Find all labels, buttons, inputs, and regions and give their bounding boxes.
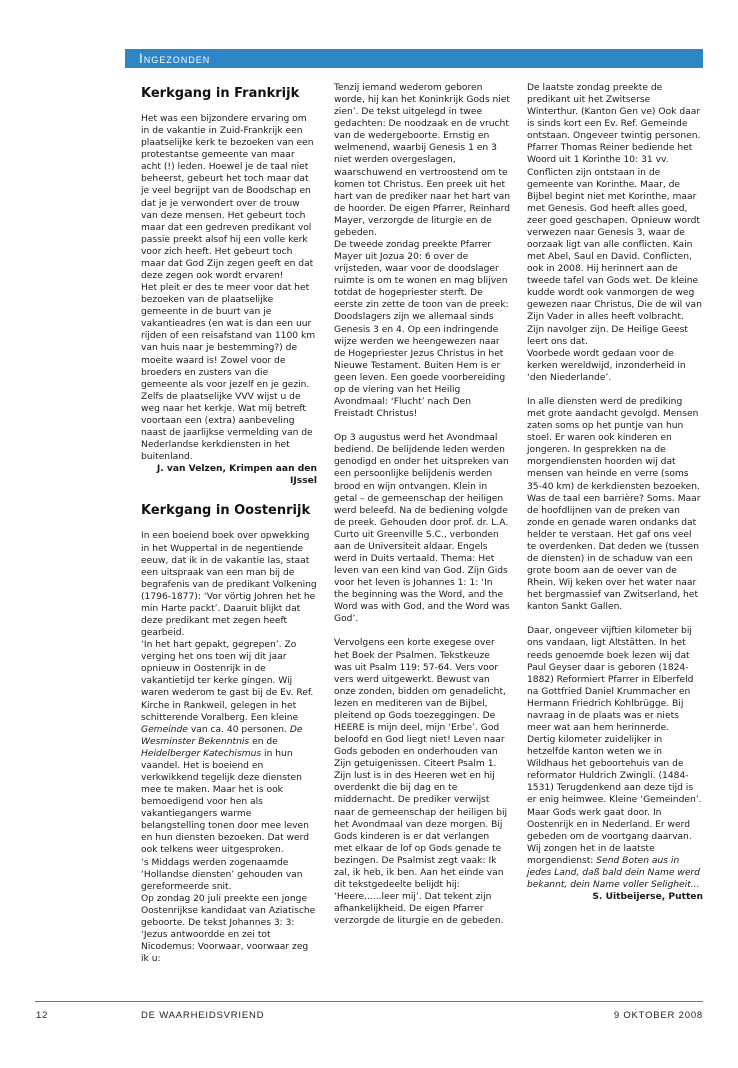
paragraph-gap [527, 613, 703, 625]
paragraph: Daar, ongeveer vijftien kilometer bij ons vandaan, ligt Altstätten. In het reeds genoemde boek lezen wij dat Paul Geyser daar is geboren (1824-1882) Reformiert Pfarrer in Elberfeld na Gottfried Daniel Krummacher en Hermann Friedrich Kohlbrügge. Bij navraag in de plaats was er niets meer wat aan hem herinnerde. [527, 626, 694, 733]
article-title-oostenrijk: Kerkgang in Oostenrijk [141, 503, 311, 519]
section-title: Ingezonden [139, 51, 211, 66]
publication-name: DE WAARHEIDSVRIEND [141, 1010, 265, 1021]
italic-run: Heidelberger Katechismus [141, 748, 262, 759]
column-1 [141, 82, 317, 965]
paragraph: ’s Middags werden zogenaamde ‘Hollandse diensten’ gehouden van gereformeerde snit. [141, 857, 303, 892]
page-number: 12 [36, 1010, 49, 1021]
paragraph: Het pleit er des te meer voor dat het bezoeken van de plaatselijke gemeente in de buurt van je vakantieadres (en wat is dan een uur rijden of een reisafstand van 1100 km van huis naar je bestemming?) de moeite waard is! Zowel voor de broeders en zusters van die gemeente als voor jezelf en je gezin. Zelfs de plaatselijke VVV wijst u de weg naar het kerkje. Wat mij betreft voortaan een (extra) aanbeveling naast de jaarlijkse vermelding van de Nederlandse kerkdiensten in het buitenland. [141, 283, 316, 463]
text-run: ‘In het hart gepakt, gegrepen’. Zo verging het ons toen wij dit jaar opnieuw in Oostenrijk in de vakantietijd ter kerke gingen. Wij waren wederom te gast bij de Ev. Ref. Kirche in Rankweil, gelegen in het schitterende Voralberg. Een kleine [141, 640, 314, 723]
text-run: Wij zongen het in de laatste morgendienst: [527, 843, 655, 866]
italic-run: De Wesminster Bekenntnis [141, 724, 303, 747]
footer-divider [35, 1001, 703, 1002]
article-signature: S. Uitbeijerse, Putten [592, 892, 703, 903]
paragraph: Dertig kilometer zuidelijker in hetzelfde kanton weten we in Wildhaus het geboortehuis van de reformator Huldrich Zwingli. (1484-1531) Terugdenkend aan deze tijd is er enig heimwee. Kleine ‘Gemeinden’. Maar Gods werk gaat door. In Oostenrijk en in Nederland. Er werd gebeden om de voortgang daarvan. [527, 735, 702, 842]
text-run: in hun vaandel. Het is boeiend en verkwikkend tegelijk deze diensten mee te maken. Maar het is ook bemoedigend voor hen als vakantiegangers warme belangstelling tonen door mee leven en hun diensten bezoeken. Dat werd ook telkens weer uitgesproken. [141, 748, 310, 856]
paragraph: Voorbede wordt gedaan voor de kerken wereldwijd, inzonderheid in ‘den Niederlande’. [527, 348, 686, 383]
paragraph-gap [334, 625, 510, 637]
italic-run: Gemeinde [141, 724, 188, 735]
section-banner [125, 49, 703, 68]
column-2 [334, 82, 510, 927]
paragraph: Vervolgens een korte exegese over het Boek der Psalmen. Tekstkeuze was uit Psalm 119: 57-64. Vers voor vers werd uitgewerkt. Bewust van onze zonden, bidden om genadelicht, lezen en mediteren van de Bijbel, pleitend op Gods toezeggingen. De HEERE is mijn deel, mijn ‘Erbe’. God beloofd en God liegt niet! Leven naar Gods geboden en onderhouden van Zijn getuigenissen. Citeert Psalm 1. Zijn lust is in des Heeren wet en hij overdenkt die bij dag en te middernacht. De prediker verwijst naar de gemeenschap der heiligen bij het Avondmaal van deze morgen. Bij Gods kinderen is er dat verlangen met elkaar de lof op Gods genade te bezingen. De Psalmist zegt vaak: Ik zal, ik heb, ik ben. Aan het einde van dit tekstgedeelte belijdt hij: ‘Heere......leer mij’. Dat tekent zijn afhankelijkheid. De eigen Pfarrer verzorgde de liturgie en de gebeden. [334, 638, 508, 927]
column-3 [527, 82, 703, 903]
text-run: en de [249, 736, 278, 747]
paragraph: De tweede zondag preekte Pfarrer Mayer uit Jozua 20: 6 over de vrijsteden, waar voor de doodslager ruimte is om te wonen en mag blijven totdat de hogepriester sterft. De eerste zin zette de toon van de preek: Doodslagers zijn we allemaal sinds Genesis 3 en 4. Op een indringende wijze werden we heengewezen naar de Hogepriester Jezus Christus in het Nieuwe Testament. Buiten Hem is er geen leven. Een goede voorbereiding op de viering van het Heilig Avondmaal: ‘Flucht’ nach Den Freistadt Christus! [334, 240, 509, 420]
article-title-frankrijk: Kerkgang in Frankrijk [141, 86, 300, 101]
paragraph-gap [334, 420, 510, 432]
issue-date: 9 OKTOBER 2008 [613, 1010, 703, 1021]
paragraph: Op zondag 20 juli preekte een jonge Oostenrijkse kandidaat van Aziatische geboorte. De tekst Johannes 3: 3: ‘Jezus antwoordde en zei tot Nicodemus: Voorwaar, voorwaar zeg ik u: [141, 893, 316, 965]
article-signature: J. van Velzen, Krimpen aan den IJssel [156, 464, 317, 487]
paragraph: Het was een bijzondere ervaring om in de vakantie in Zuid-Frankrijk een plaatselijke kerk te bezoeken van een protestantse gemeente van maar acht (!) leden. Hoewel je de taal niet beheerst, gebeurt het toch maar dat je veel begrijpt van de Boodschap en dat je je verwondert over de trouw van deze mensen. Het gebeurt toch maar dat een gedreven predikant vol passie preekt alsof hij een volle kerk voor zich heeft. Het gebeurt toch maar dat God Zijn zegen geeft en dat deze zegen ook wordt ervaren! [141, 114, 314, 282]
paragraph: Tenzij iemand wederom geboren worde, hij kan het Koninkrijk Gods niet zien’. De tekst uitgelegd in twee gedachten: De noodzaak en de vrucht van de wedergeboorte. Ernstig en welmenend, waarbij Genesis 1 en 3 niet werden overgeslagen, waarschuwend en vertroostend om te komen tot Christus. Een preek uit het hart van de prediker naar het hart van de hoorder. De eigen Pfarrer, Reinhard Mayer, verzorgde de liturgie en de gebeden. [334, 83, 510, 238]
paragraph-gap [527, 384, 703, 396]
italic-run: Send Boten aus in jedes Land, daß bald dein Name werd bekannt, dein Name voller Seligheit... [527, 855, 700, 890]
paragraph: Op 3 augustus werd het Avondmaal bediend. De belijdende leden werden genodigd en onder het uitspreken van een persoonlijke belijdenis werden brood en wijn ontvangen. Klein in getal – de gemeenschap der heiligen werd beleefd. Na de bediening volgde de preek. Gehouden door prof. dr. L.A. Curto uit Greenville S.C., verbonden aan de Universiteit aldaar. Engels werd in Duits vertaald. Thema: Het leven van een kind van God. Zijn Gids voor het leven is Johannes 1: 1: ‘In the beginning was the Word, and the Word was with God, and the Word was God’. [334, 433, 510, 625]
paragraph: In een boeiend boek over opwekking in het Wuppertal in de negentiende eeuw, dat ik in de vakantie las, staat een uitspraak van een man bij de begrafenis van de predikant Volkening (1796-1877): ‘Vor vörtig Johren het he min Harte packt’. Daaruit blijkt dat deze predikant met zegen heeft gearbeid. [141, 531, 317, 639]
paragraph: De laatste zondag preekte de predikant uit het Zwitserse Winterthur. (Kanton Gen ve) Ook daar is sinds kort een Ev. Ref. Gemeinde ontstaan. Ongeveer twintig personen. Pfarrer Thomas Reiner bediende het Woord uit 1 Korinthe 10: 31 vv. Conflicten zijn ontstaan in de gemeente van Korinthe. Maar, de Bijbel begint niet met Korinthe, maar met Genesis. God heeft alles goed, zeer goed geschapen. Opnieuw wordt verwezen naar Genesis 3, waar de oorzaak ligt van alle conflicten. Kain met Abel, Saul en David. Conflicten, ook in 2008. Hij herinnert aan de tweede tafel van Gods wet. De kleine kudde wordt ook vanmorgen de weg gewezen naar Christus, Die de wil van Zijn Vader in alles heeft volbracht. Zijn navolger zijn. De Heilige Geest leert ons dat. [527, 83, 702, 347]
paragraph: In alle diensten werd de prediking met grote aandacht gevolgd. Mensen zaten soms op het puntje van hun stoel. Er waren ook kinderen en jongeren. In gesprekken na de morgendiensten hoorden wij dat mensen van heinde en verre (soms 35-40 km) de kerkdiensten bezoeken. Was de taal een barrière? Soms. Maar de hoofdlijnen van de preken van zonde en genade waren ondanks dat helder te verstaan. Het gaf ons veel te overdenken. Dat deden we (tussen de diensten) in de schaduw van een grote boom aan de oever van de Rhein. Wij keken over het water naar het bergmassief van Zwitserland, het kanton Sankt Gallen. [527, 396, 701, 613]
text-run: van ca. 40 personen. [187, 724, 290, 735]
paragraph [527, 843, 703, 891]
paragraph [141, 639, 317, 856]
